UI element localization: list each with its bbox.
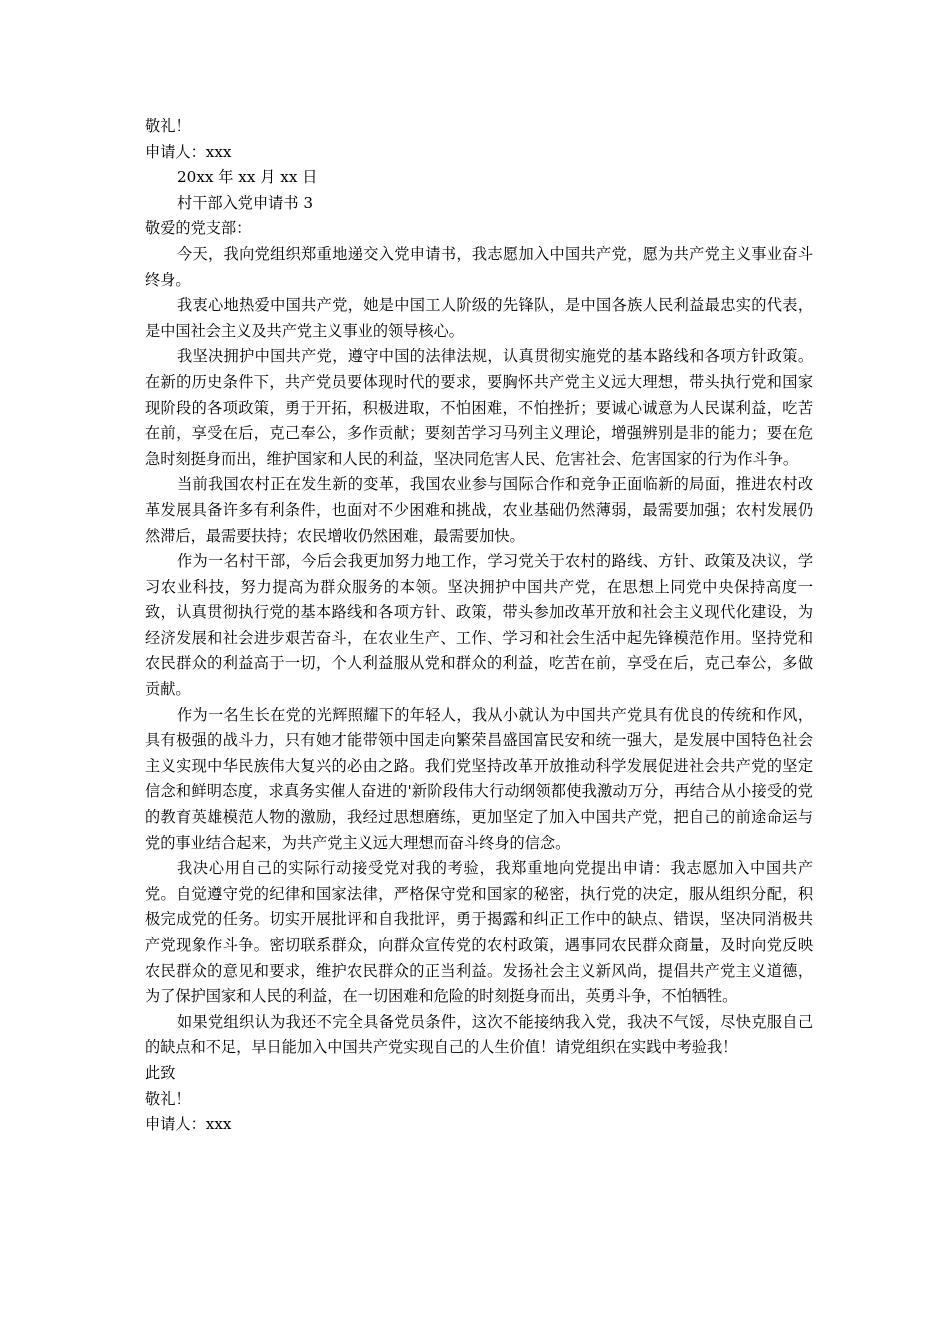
salute-top: 敬礼！: [145, 117, 191, 135]
paragraph-8: 如果党组织认为我还不完全具备党员条件，这次不能接纳我入党，我决不气馁，尽快克服自己的缺点和不足，早日能加入中国共产党实现自己的人生价值！请党组织在实践中考验我！: [145, 1012, 813, 1057]
paragraph-2: 我衷心地热爱中国共产党，她是中国工人阶级的先锋队，是中国各族人民利益最忠实的代表，是中国社会主义及共产党主义事业的领导核心。: [145, 296, 813, 340]
document-body: [145, 114, 813, 1138]
paragraph-5: 作为一名村干部，今后会我更加努力地工作，学习党关于农村的路线、方针、政策及决议，学习农业科技，努力提高为群众服务的本领。坚决拥护中国共产党，在思想上同党中央保持高度一致，认真贯彻执行党的基本路线和各项方针、政策，带头参加改革开放和社会主义现代化建设，为经济发展和社会进步艰苦奋斗，在农业生产、工作、学习和社会生活中起先锋模范作用。坚持党和农民群众的利益高于一切，个人利益服从党和群众的利益，吃苦在前，享受在后，克己奉公，多做贡献。: [145, 552, 813, 699]
paragraph-7: 我决心用自己的实际行动接受党对我的考验，我郑重地向党提出申请：我志愿加入中国共产党。自觉遵守党的纪律和国家法律，严格保守党和国家的秘密，执行党的决定，服从组织分配，积极完成党的任务。切实开展批评和自我批评，勇于揭露和纠正工作中的缺点、错误，坚决同消极共产党现象作斗争。密切联系群众，向群众宣传党的农村政策，遇事同农民群众商量，及时向党反映农民群众的意见和要求，维护农民群众的正当利益。发扬社会主义新风尚，提倡共产党主义道德，为了保护国家和人民的利益，在一切困难和危险的时刻挺身而出，英勇斗争，不怕牺牲。: [145, 859, 813, 1006]
paragraph-3: 我坚决拥护中国共产党，遵守中国的法律法规，认真贯彻实施党的基本路线和各项方针政策。在新的历史条件下，共产党员要体现时代的要求，要胸怀共产党主义远大理想，带头执行党和国家现阶段的各项政策，勇于开拓，积极进取，不怕困难，不怕挫折；要诚心诚意为人民谋利益，吃苦在前，享受在后，克己奉公，多作贡献；要刻苦学习马列主义理论，增强辨别是非的能力；要在危急时刻挺身而出，维护国家和人民的利益，坚决同危害人民、危害社会、危害国家的行为作斗争。: [145, 347, 813, 468]
paragraph-6: 作为一名生长在党的光辉照耀下的年轻人，我从小就认为中国共产党具有优良的传统和作风，具有极强的战斗力，只有她才能带领中国走向繁荣昌盛国富民安和统一强大，是发展中国特色社会主义实现中华民族伟大复兴的必由之路。我们党坚持改革开放推动科学发展促进社会共产党的坚定信念和鲜明态度，求真务实催人奋进的'新阶段伟大行动纲领都使我激动万分，再结合从小接受的党的教育英雄模范人物的激励，我经过思想磨练，更加坚定了加入中国共产党，把自己的前途命运与党的事业结合起来，为共产党主义远大理想而奋斗终身的信念。: [145, 705, 813, 852]
paragraph-4: 当前我国农村正在发生新的变革，我国农业参与国际合作和竞争正面临新的局面，推进农村改革发展具备许多有利条件，也面对不少困难和挑战，农业基础仍然薄弱，最需要加强；农村发展仍然滞后，最需要扶持；农民增收仍然困难，最需要加快。: [145, 475, 813, 545]
greeting: 敬爱的党支部：: [145, 219, 252, 238]
letter-title: 村干部入党申请书 3: [177, 193, 313, 212]
paragraph-1: 今天，我向党组织郑重地递交入党申请书，我志愿加入中国共产党，愿为共产党主义事业奋斗终身。: [145, 244, 813, 289]
applicant-top: 申请人：xxx: [145, 142, 232, 161]
date-line: 20xx 年 xx 月 xx 日: [177, 168, 318, 187]
applicant-bottom: 申请人：xxx: [145, 1115, 232, 1134]
closing-ci-zhi: 此致: [145, 1063, 176, 1082]
closing-salute: 敬礼！: [145, 1089, 191, 1108]
